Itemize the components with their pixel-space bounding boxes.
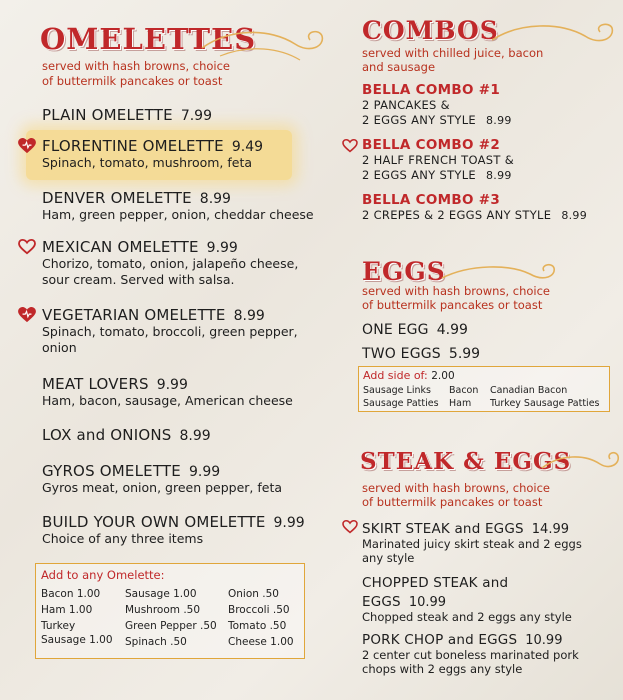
combo-price: 8.99 [486, 114, 512, 127]
item-name: TWO EGGS [362, 346, 441, 362]
combo-name: BELLA COMBO #3 [362, 192, 501, 208]
item-price: 8.99 [179, 428, 211, 444]
combo-name: BELLA COMBO #1 [362, 82, 501, 98]
item-price: 9.49 [231, 139, 264, 155]
item-description-line-1: Spinach, tomato, broccoli, green pepper, [42, 324, 298, 339]
heart-outline-icon [342, 520, 358, 534]
menu-item-two-eggs [362, 343, 480, 362]
item-name: VEGETARIAN OMELETTE [42, 306, 226, 324]
combo-item-1 [362, 82, 512, 128]
omelettes-title: OMELETTES [40, 22, 257, 56]
heart-filled-icon [18, 307, 36, 323]
item-price: 4.99 [436, 322, 468, 338]
addon-cell: Broccoli .50 [228, 604, 290, 616]
item-price: 5.99 [448, 346, 481, 362]
menu-item-build-your-own-omelette [42, 512, 305, 547]
eggs-subtitle-line-1: served with hash browns, choice [362, 284, 551, 298]
item-description-line-2: chops with 2 eggs any style [362, 662, 523, 676]
combo-line-1: 2 PANCAKES & [362, 98, 450, 112]
combo-line-1: 2 CREPES & 2 EGGS ANY STYLE [362, 208, 552, 222]
combo-price: 8.99 [561, 209, 588, 222]
item-description: Choice of any three items [42, 531, 204, 546]
combo-item-3 [362, 192, 587, 223]
menu-item-plain-omelette [42, 105, 212, 124]
item-name: PORK CHOP and EGGS [362, 632, 518, 648]
addon-cell: Mushroom .50 [125, 604, 201, 616]
item-name: PLAIN OMELETTE [42, 106, 173, 124]
item-name-line-2: EGGS [362, 594, 401, 610]
omelette-addons-box [35, 563, 305, 659]
item-description-line-2: sour cream. Served with salsa. [42, 272, 235, 287]
item-name: GYROS OMELETTE [42, 462, 181, 480]
item-name: FLORENTINE OMELETTE [42, 137, 224, 155]
item-description: Gyros meat, onion, green pepper, feta [42, 480, 283, 495]
item-name: ONE EGG [362, 322, 429, 338]
combos-title: COMBOS [362, 16, 499, 45]
addon-cell: Spinach .50 [125, 636, 187, 648]
item-price: 9.99 [273, 515, 305, 531]
addon-cell: Onion .50 [228, 588, 279, 600]
eggs-sides-box [358, 366, 610, 412]
side-cell: Turkey Sausage Patties [490, 398, 600, 409]
menu-item-vegetarian-omelette [42, 305, 298, 356]
item-name: MEXICAN OMELETTE [42, 238, 199, 256]
item-description-line-2: any style [362, 551, 415, 565]
item-price: 8.99 [199, 191, 231, 207]
side-cell: Ham [449, 398, 472, 409]
item-name: MEAT LOVERS [42, 375, 149, 393]
eggs-subtitle-line-2: of buttermilk pancakes or toast [362, 298, 543, 312]
menu-item-mexican-omelette [42, 237, 298, 288]
combo-price: 8.99 [486, 169, 512, 182]
addons-title: Add to any Omelette: [41, 568, 165, 582]
combo-line-1: 2 HALF FRENCH TOAST & [362, 153, 514, 167]
item-name: DENVER OMELETTE [42, 189, 192, 207]
addon-cell: Ham 1.00 [41, 604, 93, 616]
item-name: SKIRT STEAK and EGGS [362, 521, 524, 537]
item-description-line-1: 2 center cut boneless marinated pork [362, 648, 579, 662]
item-price: 10.99 [525, 633, 563, 648]
addon-cell: Turkey [41, 620, 76, 632]
addon-cell: Cheese 1.00 [228, 636, 294, 648]
side-cell: Sausage Links [363, 385, 431, 396]
menu-item-skirt-steak-and-eggs [362, 518, 582, 565]
item-name: BUILD YOUR OWN OMELETTE [42, 513, 266, 531]
steak-subtitle-line-1: served with hash browns, choice [362, 481, 551, 495]
heart-outline-icon [18, 239, 36, 255]
combo-item-2 [362, 137, 514, 183]
combo-name: BELLA COMBO #2 [362, 137, 501, 153]
item-price: 9.99 [156, 377, 188, 393]
heart-outline-icon [342, 139, 358, 153]
combos-subtitle-line-2: and sausage [362, 60, 436, 74]
addon-cell: Green Pepper .50 [125, 620, 217, 632]
side-cell: Bacon [449, 385, 479, 396]
item-description: Ham, green pepper, onion, cheddar cheese [42, 207, 314, 222]
sides-price: 2.00 [431, 370, 455, 382]
item-price: 9.99 [206, 240, 238, 256]
item-name-line-1: CHOPPED STEAK and [362, 575, 509, 591]
menu-item-gyros-omelette [42, 461, 282, 496]
item-price: 7.99 [180, 108, 212, 124]
eggs-title: EGGS [362, 257, 446, 286]
item-price: 10.99 [408, 595, 447, 610]
sides-title: Add side of: 2.00 [363, 369, 455, 382]
addon-cell: Bacon 1.00 [41, 588, 101, 600]
swirl-ornament-icon [540, 450, 622, 484]
steak-subtitle-line-2: of buttermilk pancakes or toast [362, 495, 543, 509]
menu-item-chopped-steak-and-eggs [362, 575, 572, 624]
combo-line-2: 2 EGGS ANY STYLE [362, 113, 476, 127]
side-cell: Canadian Bacon [490, 385, 568, 396]
item-price: 9.99 [188, 464, 221, 480]
item-name: LOX and ONIONS [42, 426, 172, 444]
menu-item-meat-lovers [42, 374, 293, 409]
addon-cell: Tomato .50 [228, 620, 287, 632]
menu-item-lox-and-onions [42, 425, 211, 444]
menu-item-florentine-omelette [42, 136, 263, 171]
item-description-line-2: onion [42, 340, 77, 355]
side-cell: Sausage Patties [363, 398, 439, 409]
addon-cell: Sausage 1.00 [41, 634, 113, 646]
heart-filled-icon [18, 138, 36, 154]
omelettes-subtitle-line-1: served with hash browns, choice [42, 59, 231, 73]
item-description: Chopped steak and 2 eggs any style [362, 610, 572, 624]
item-description: Ham, bacon, sausage, American cheese [42, 393, 293, 408]
steak-and-eggs-title: STEAK & EGGS [360, 448, 572, 475]
combo-line-2: 2 EGGS ANY STYLE [362, 168, 476, 182]
item-description-line-1: Marinated juicy skirt steak and 2 eggs [362, 537, 582, 551]
item-description: Spinach, tomato, mushroom, feta [42, 155, 253, 170]
combos-subtitle-line-1: served with chilled juice, bacon [362, 46, 544, 60]
item-description-line-1: Chorizo, tomato, onion, jalapeño cheese, [42, 256, 299, 271]
item-price: 8.99 [233, 308, 265, 324]
omelettes-subtitle-line-2: of buttermilk pancakes or toast [42, 74, 223, 88]
menu-item-pork-chop-and-eggs [362, 629, 579, 676]
menu-item-one-egg [362, 319, 468, 338]
addon-cell: Sausage 1.00 [125, 588, 197, 600]
menu-item-denver-omelette [42, 188, 314, 223]
item-price: 14.99 [531, 522, 569, 537]
